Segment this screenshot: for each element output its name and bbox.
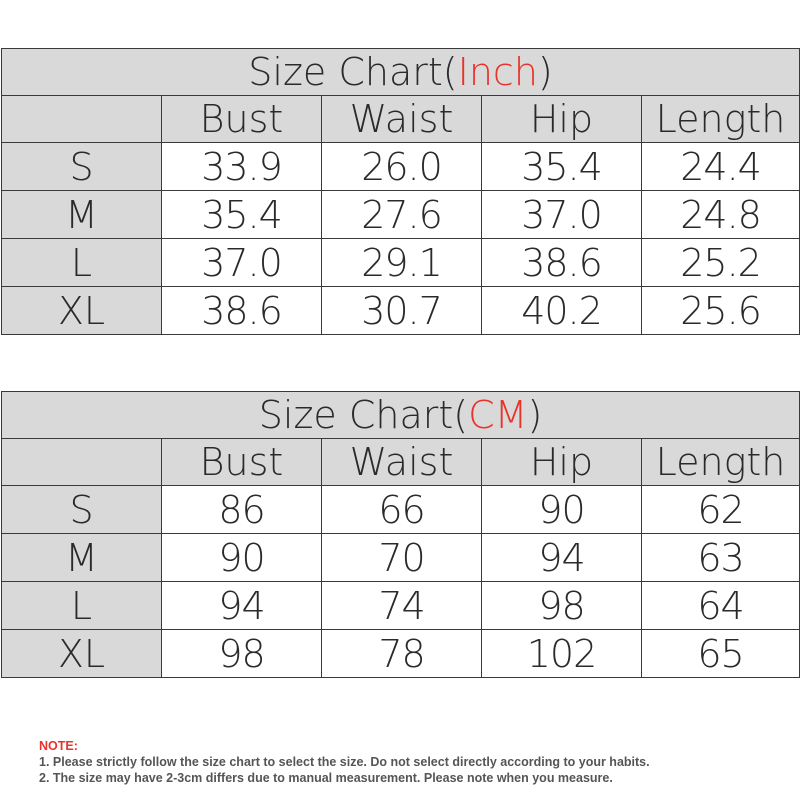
- waist-value: 74: [322, 582, 482, 630]
- table-row: [2, 582, 800, 630]
- column-header-row: [2, 439, 800, 486]
- column-header-waist: Waist: [322, 96, 482, 143]
- bust-value: 35.4: [162, 191, 322, 239]
- column-header-length: Length: [642, 96, 800, 143]
- waist-value: 70: [322, 534, 482, 582]
- chart-title: [2, 392, 800, 439]
- size-label: M: [2, 191, 162, 239]
- chart-unit: CM: [468, 393, 528, 437]
- corner-cell: [2, 96, 162, 143]
- size-label: L: [2, 239, 162, 287]
- hip-value: 94: [482, 534, 642, 582]
- bust-value: 98: [162, 630, 322, 678]
- size-chart-inch: [1, 48, 800, 335]
- chart-title-row: [2, 49, 800, 96]
- column-header-row: [2, 96, 800, 143]
- size-notes: [39, 738, 779, 786]
- chart-title: [2, 49, 800, 96]
- size-label: S: [2, 486, 162, 534]
- column-header-bust: Bust: [162, 96, 322, 143]
- note-line-1: 1. Please strictly follow the size chart to select the size. Do not select directly according to your habits.: [39, 755, 650, 769]
- length-value: 64: [642, 582, 800, 630]
- chart-title-suffix: ): [537, 50, 553, 94]
- size-label: L: [2, 582, 162, 630]
- note-line-2: 2. The size may have 2-3cm differs due to manual measurement. Please note when you measure.: [39, 771, 613, 785]
- hip-value: 98: [482, 582, 642, 630]
- length-value: 25.2: [642, 239, 800, 287]
- table-row: [2, 239, 800, 287]
- waist-value: 78: [322, 630, 482, 678]
- column-header-hip: Hip: [482, 96, 642, 143]
- length-value: 24.4: [642, 143, 800, 191]
- bust-value: 38.6: [162, 287, 322, 335]
- length-value: 63: [642, 534, 800, 582]
- column-header-length: Length: [642, 439, 800, 486]
- size-label: XL: [2, 287, 162, 335]
- length-value: 25.6: [642, 287, 800, 335]
- hip-value: 102: [482, 630, 642, 678]
- chart-title-prefix: Size Chart(: [258, 393, 469, 437]
- waist-value: 29.1: [322, 239, 482, 287]
- note-title: NOTE:: [39, 739, 78, 753]
- bust-value: 90: [162, 534, 322, 582]
- table-row: [2, 143, 800, 191]
- chart-title-row: [2, 392, 800, 439]
- size-label: XL: [2, 630, 162, 678]
- size-chart-cm: [1, 391, 800, 678]
- waist-value: 30.7: [322, 287, 482, 335]
- length-value: 65: [642, 630, 800, 678]
- table-row: [2, 534, 800, 582]
- waist-value: 27.6: [322, 191, 482, 239]
- bust-value: 33.9: [162, 143, 322, 191]
- table-row: [2, 486, 800, 534]
- hip-value: 90: [482, 486, 642, 534]
- hip-value: 37.0: [482, 191, 642, 239]
- size-label: S: [2, 143, 162, 191]
- column-header-bust: Bust: [162, 439, 322, 486]
- bust-value: 37.0: [162, 239, 322, 287]
- size-label: M: [2, 534, 162, 582]
- waist-value: 26.0: [322, 143, 482, 191]
- length-value: 24.8: [642, 191, 800, 239]
- bust-value: 86: [162, 486, 322, 534]
- hip-value: 35.4: [482, 143, 642, 191]
- chart-title-suffix: ): [527, 393, 543, 437]
- hip-value: 38.6: [482, 239, 642, 287]
- column-header-waist: Waist: [322, 439, 482, 486]
- column-header-hip: Hip: [482, 439, 642, 486]
- table-row: [2, 630, 800, 678]
- table-row: [2, 287, 800, 335]
- table-row: [2, 191, 800, 239]
- chart-unit: Inch: [457, 50, 538, 94]
- waist-value: 66: [322, 486, 482, 534]
- chart-title-prefix: Size Chart(: [248, 50, 458, 94]
- length-value: 62: [642, 486, 800, 534]
- bust-value: 94: [162, 582, 322, 630]
- corner-cell: [2, 439, 162, 486]
- hip-value: 40.2: [482, 287, 642, 335]
